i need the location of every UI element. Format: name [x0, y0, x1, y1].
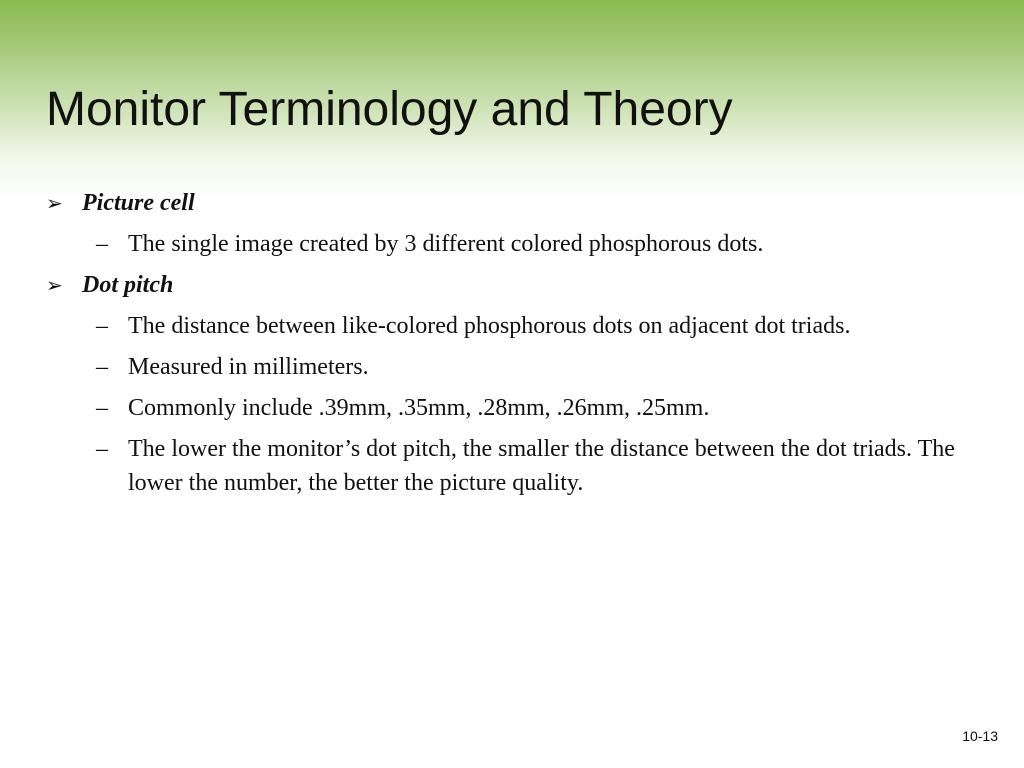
dash-bullet-icon: –: [96, 231, 108, 257]
arrowhead-bullet-icon: ➢: [46, 273, 63, 297]
sub-bullet-text: Measured in millimeters.: [128, 354, 369, 380]
sub-bullet: [46, 432, 956, 500]
arrowhead-bullet-icon: ➢: [46, 191, 63, 215]
slide-title: Monitor Terminology and Theory: [46, 83, 733, 136]
sub-bullet: [46, 391, 956, 425]
dash-bullet-icon: –: [96, 313, 108, 339]
sub-bullet-text: The lower the monitor’s dot pitch, the smaller the distance between the dot triads. The lower the number, the better the picture quality.: [128, 436, 955, 496]
dash-bullet-icon: –: [96, 354, 108, 380]
bullet-heading: Picture cell: [82, 190, 195, 216]
dash-bullet-icon: –: [96, 436, 108, 462]
sub-bullet-text: The single image created by 3 different colored phosphorous dots.: [128, 231, 764, 257]
sub-bullet: [46, 350, 956, 384]
slide-content: [46, 186, 956, 507]
dash-bullet-icon: –: [96, 395, 108, 421]
sub-bullet-text: Commonly include .39mm, .35mm, .28mm, .26mm, .25mm.: [128, 395, 710, 421]
bullet-picture-cell: [46, 186, 956, 220]
sub-bullet: [46, 309, 956, 343]
sub-bullet-text: The distance between like-colored phosphorous dots on adjacent dot triads.: [128, 313, 851, 339]
page-number: 10-13: [962, 728, 998, 744]
bullet-dot-pitch: [46, 268, 956, 302]
sub-bullet: [46, 227, 956, 261]
bullet-heading: Dot pitch: [82, 272, 174, 298]
